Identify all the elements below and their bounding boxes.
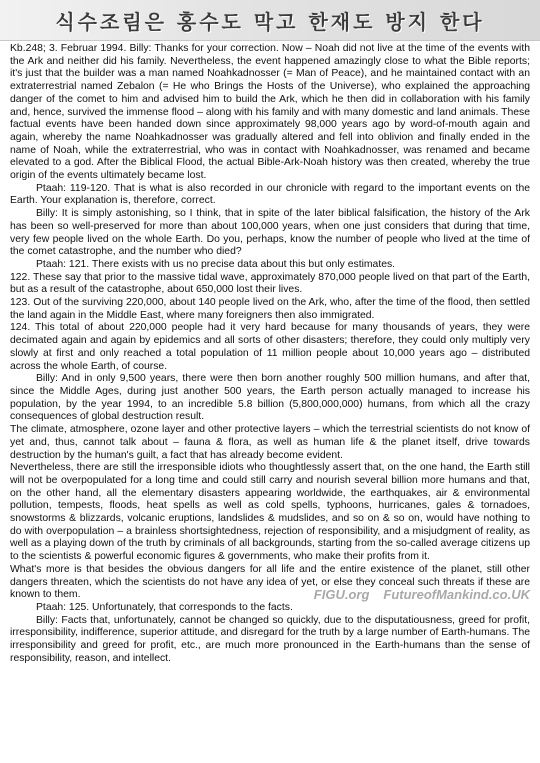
paragraph: Kb.248; 3. Februar 1994. Billy: Thanks for your correction. Now – Noah did not live at the time of the events with the Ark and neither did his family. Nevertheless, the event happened amazingly close to what the Bible reports; it's just that the builder was a man named Noahkadnosser (= Man of Peace), and he maintained contact with an extraterrestrial named Zebalon (= He who Brings the Hosts of the Universe), who explained the approaching danger of the comet to him and advised him to build the Ark, which he then did in collaboration with his family and, hence, survived the immense flood – along with his family and with many domestic and land animals. These factual events have been handed down since approximately 98,000 years ago by word-of-mouth again and again, whereby the name Noahkadnosser was gradually altered and fell into oblivion and finally ended in the name of Noah, while the extraterrestrial, who was in contact with Noahkadnosser, was renamed and became elevated to a god. After the Biblical Flood, the actual Bible-Ark-Noah history was then created, whereby the true origin of the events ultimately became lost. bbox=[10, 43, 530, 182]
paragraph: The climate, atmosphere, ozone layer and other protective layers – which the terrestrial scientists do not know of yet and, thus, cannot talk about – fauna & flora, as well as human life & the planet itself, drive towards destruction by the human's guilt, a fact that has already become evident. bbox=[10, 424, 530, 461]
paragraph: 124. This total of about 220,000 people had it very hard because for many thousands of years, they were decimated again and again by epidemics and all sorts of other disasters; therefore, they could only multiply very slowly at first and only reached a total population of 11 million people about 10,000 years ago – distributed across the whole Earth, of course. bbox=[10, 322, 530, 372]
watermark-paragraph bbox=[10, 564, 530, 602]
watermark-figu: FIGU.org bbox=[313, 587, 370, 603]
title-banner bbox=[0, 0, 540, 41]
banner-title: 식수조림은 홍수도 막고 한재도 방지 한다 bbox=[55, 9, 485, 34]
paragraph: Billy: And in only 9,500 years, there were then born another roughly 500 million humans, and after that, since the Middle Ages, during just another 500 years, the Earth person actually managed to increase his population, by the year 1994, to an incredible 5.8 billion (5,800,000,000) humans, from which all the crazy consequences of global destruction result. bbox=[10, 373, 530, 423]
paragraph: Ptaah: 125. Unfortunately, that corresponds to the facts. bbox=[36, 601, 293, 613]
paragraph: Billy: It is simply astonishing, so I think, that in spite of the later biblical falsification, the history of the Ark has been so well-preserved for more than about 100,000 years, when one just considers that during that time, very few people lived on the whole Earth. Do you, perhaps, know the number of people who lived at the time of the comet catastrophe, and the number who died? bbox=[10, 208, 530, 258]
paragraph: Nevertheless, there are still the irresponsible idiots who thoughtlessly assert that, on the one hand, the Earth still will not be overpopulated for a long time and could still carry and nourish several billion more humans and that, on the other hand, all the elementary disasters appearing worldwide, the earthquakes, air & environmental pollution, tempests, floods, heat spells as well as cold spells, typhoons, hurricanes, gales & tornadoes, snowstorms & blizzards, volcanic eruptions, landslides & mudslides, and so on & so on, would have nothing to do with overpopulation – a brainless shortsightedness, rejection of responsibility, and a misjudgment of reality, as well as a playing down of the truth by criminals of all backgrounds, starting from the so-called average citizens up to the scientists & powerful economic figures & governments, who make their profits from it. bbox=[10, 462, 530, 563]
paragraph: What's more is that besides the obvious dangers for all life and the entire existence of the planet, still other dangers threaten, which the scientists do not have any idea of yet, or else they conceal such threats if these are known to them. bbox=[10, 563, 530, 601]
document-body bbox=[10, 43, 530, 665]
watermark bbox=[306, 589, 530, 602]
paragraph: 122. These say that prior to the massive tidal wave, approximately 870,000 people lived on that part of the Earth, but as a result of the catastrophe, about 650,000 lost their lives. bbox=[10, 271, 530, 296]
paragraph: 123. Out of the surviving 220,000, about 140 people lived on the Ark, who, after the time of the flood, then settled the land again in the Middle East, where many foreigners then also immigrated. bbox=[10, 297, 530, 321]
watermark-futureofmankind: FutureofMankind.co.UK bbox=[383, 587, 530, 603]
paragraph: Billy: Facts that, unfortunately, cannot be changed so quickly, due to the disputatiousness, greed for profit, irresponsibility, indifference, superior attitude, and disregard for the truth by a large number of Earth-humans. The irresponsibility and greed for profit, etc., are much more pronounced in the Earth-humans than the sense of responsibility, reason, and intellect. bbox=[10, 614, 530, 664]
paragraph: Ptaah: 121. There exists with us no precise data about this but only estimates. bbox=[36, 258, 396, 270]
paragraph: Ptaah: 119-120. That is what is also recorded in our chronicle with regard to the important events on the Earth. Your explanation is, therefore, correct. bbox=[10, 182, 530, 207]
